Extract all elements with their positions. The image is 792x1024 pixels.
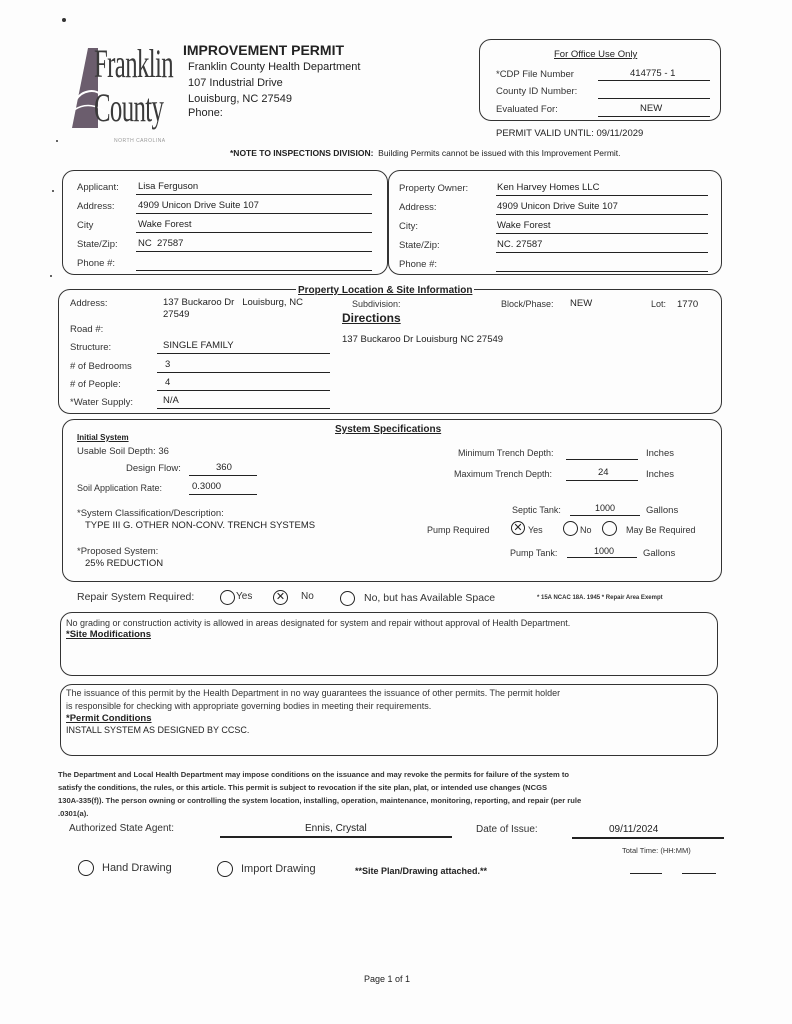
- design-flow-value[interactable]: 360: [216, 462, 232, 473]
- x-mark-icon: ✕: [513, 521, 523, 534]
- property-section-title: Property Location & Site Information: [298, 285, 473, 296]
- septic-tank-unit: Gallons: [646, 505, 679, 516]
- owner-value[interactable]: Ken Harvey Homes LLC: [497, 182, 600, 193]
- applicant-city-label: City: [77, 220, 94, 231]
- design-flow-label: Design Flow:: [126, 463, 181, 474]
- legal-line-3: 130A-335(f)). The person owning or controlling the system location, installing, operation, maintenance, monitoring, reporting, and repair (per rule: [58, 796, 582, 805]
- logo-county-text: County: [94, 85, 164, 130]
- agent-line: [220, 836, 452, 838]
- repair-yes-label: Yes: [236, 591, 253, 602]
- repair-available-space-radio[interactable]: [340, 591, 355, 606]
- pump-no-label: No: [580, 525, 592, 535]
- applicant-address-line: [136, 213, 372, 214]
- people-label: # of People:: [70, 379, 121, 390]
- applicant-state-value[interactable]: NC 27587: [138, 238, 184, 249]
- scan-speck: [62, 18, 66, 22]
- owner-city-label: City:: [399, 221, 418, 232]
- pump-yes-label: Yes: [528, 525, 543, 535]
- min-trench-line: [566, 459, 638, 460]
- subdivision-label: Subdivision:: [352, 299, 401, 309]
- logo-franklin-text: Franklin: [94, 41, 174, 86]
- note-text: Building Permits cannot be issued with this Improvement Permit.: [378, 148, 621, 158]
- legal-line-2: satisfy the conditions, the rules, or this article. This permit is subject to revocation if the site plan, plat, or intended use changes (NCGS: [58, 783, 548, 792]
- repair-yes-radio[interactable]: [220, 590, 235, 605]
- owner-line: [496, 195, 708, 196]
- road-label: Road #:: [70, 324, 104, 335]
- pump-no-radio[interactable]: [563, 521, 578, 536]
- applicant-address-value[interactable]: 4909 Unicon Drive Suite 107: [138, 200, 259, 211]
- conditions-title: *Permit Conditions: [66, 713, 152, 724]
- people-line: [157, 390, 330, 391]
- page-number: Page 1 of 1: [364, 974, 411, 984]
- proposed-system-label: *Proposed System:: [77, 546, 159, 557]
- legal-paragraph: [58, 768, 581, 820]
- owner-city-value[interactable]: Wake Forest: [497, 220, 551, 231]
- county-id-line: [598, 98, 710, 99]
- owner-state-value[interactable]: NC. 27587: [497, 239, 543, 250]
- bedrooms-value[interactable]: 3: [165, 359, 171, 370]
- office-use-title: For Office Use Only: [554, 49, 638, 60]
- department-city: Louisburg, NC 27549: [188, 93, 292, 105]
- cdp-value[interactable]: 414775 - 1: [630, 68, 676, 79]
- pump-may-be-required-label: May Be Required: [626, 525, 696, 535]
- structure-value[interactable]: SINGLE FAMILY: [163, 340, 234, 351]
- proposed-system-value[interactable]: 25% REDUCTION: [85, 558, 164, 569]
- directions-title: Directions: [342, 311, 401, 325]
- site-mods-title: *Site Modifications: [66, 629, 151, 640]
- max-trench-unit: Inches: [646, 469, 674, 480]
- applicant-state-line: [136, 251, 372, 252]
- permit-valid-until: PERMIT VALID UNTIL: 09/11/2029: [496, 128, 644, 139]
- classification-label: *System Classification/Description:: [77, 508, 224, 519]
- pump-yes-radio[interactable]: [511, 521, 525, 535]
- owner-address-label: Address:: [399, 202, 437, 213]
- applicant-value[interactable]: Lisa Ferguson: [138, 181, 199, 192]
- repair-no-label: No: [301, 591, 314, 602]
- owner-phone-line: [496, 271, 708, 272]
- x-mark-icon: ✕: [275, 591, 286, 603]
- import-drawing-label: Import Drawing: [241, 863, 316, 875]
- applicant-phone-line: [136, 270, 372, 271]
- applicant-state-label: State/Zip:: [77, 239, 118, 250]
- people-value[interactable]: 4: [165, 377, 171, 388]
- department-phone: Phone:: [188, 107, 223, 119]
- water-supply-label: *Water Supply:: [70, 397, 134, 408]
- agent-label: Authorized State Agent:: [69, 823, 175, 834]
- soil-rate-label: Soil Application Rate:: [77, 483, 163, 493]
- evaluated-label: Evaluated For:: [496, 104, 558, 115]
- conditions-value[interactable]: INSTALL SYSTEM AS DESIGNED BY CCSC.: [66, 725, 250, 735]
- block-phase-value[interactable]: NEW: [570, 298, 593, 309]
- department-name: Franklin County Health Department: [188, 61, 361, 73]
- date-of-issue-value[interactable]: 09/11/2024: [609, 824, 659, 835]
- owner-state-label: State/Zip:: [399, 240, 440, 251]
- directions-text[interactable]: 137 Buckaroo Dr Louisburg NC 27549: [342, 334, 504, 345]
- applicant-city-line: [136, 232, 372, 233]
- county-logo: [62, 40, 172, 150]
- soil-rate-value[interactable]: 0.3000: [192, 481, 222, 492]
- applicant-address-label: Address:: [77, 201, 115, 212]
- evaluated-line: [598, 116, 710, 117]
- hand-drawing-label: Hand Drawing: [102, 862, 172, 874]
- min-trench-label: Minimum Trench Depth:: [458, 448, 554, 458]
- classification-value[interactable]: TYPE III G. OTHER NON-CONV. TRENCH SYSTEMS: [85, 520, 316, 531]
- scan-speck: [56, 140, 58, 142]
- logo-state-text: NORTH CAROLINA: [114, 138, 166, 144]
- legal-line-4: .0301(a).: [58, 809, 89, 818]
- county-id-label: County ID Number:: [496, 86, 578, 97]
- site-plan-attached: **Site Plan/Drawing attached.**: [355, 866, 488, 876]
- max-trench-line: [566, 480, 638, 481]
- total-time-minutes-field[interactable]: [682, 873, 716, 874]
- soil-rate-line: [189, 494, 257, 495]
- property-address-line2[interactable]: 27549: [163, 309, 190, 320]
- pump-tank-unit: Gallons: [643, 548, 676, 559]
- scan-speck: [52, 190, 54, 192]
- water-supply-value[interactable]: N/A: [163, 395, 179, 406]
- bedrooms-label: # of Bedrooms: [70, 361, 132, 372]
- usable-soil-depth: Usable Soil Depth: 36: [77, 446, 169, 457]
- repair-area-exempt-note: * 15A NCAC 18A. 1945 * Repair Area Exempt: [537, 595, 663, 601]
- owner-city-line: [496, 233, 708, 234]
- cdp-line: [598, 80, 710, 81]
- applicant-line: [136, 194, 372, 195]
- lot-value[interactable]: 1770: [677, 299, 699, 310]
- min-trench-unit: Inches: [646, 448, 674, 459]
- applicant-phone-label: Phone #:: [77, 258, 116, 269]
- total-time-hours-field[interactable]: [630, 873, 662, 874]
- date-of-issue-label: Date of Issue:: [476, 824, 538, 835]
- repair-system-label: Repair System Required:: [77, 591, 195, 603]
- pump-may-be-required-radio[interactable]: [602, 521, 617, 536]
- property-address-line1[interactable]: 137 Buckaroo Dr Louisburg, NC: [163, 297, 303, 308]
- property-address-label: Address:: [70, 298, 108, 309]
- date-of-issue-line: [572, 837, 724, 839]
- agent-value[interactable]: Ennis, Crystal: [305, 823, 367, 834]
- owner-state-line: [496, 252, 708, 253]
- department-street: 107 Industrial Drive: [188, 77, 283, 89]
- import-drawing-radio[interactable]: [217, 861, 233, 877]
- conditions-text-1: The issuance of this permit by the Health Department in no way guarantees the issuance of other permits. The permit holder: [66, 688, 561, 698]
- scan-speck: [50, 275, 52, 277]
- conditions-text-2: is responsible for checking with appropriate governing bodies in meeting their requirements.: [66, 701, 432, 711]
- repair-available-space-label: No, but has Available Space: [364, 592, 496, 604]
- owner-address-value[interactable]: 4909 Unicon Drive Suite 107: [497, 201, 618, 212]
- cdp-label: *CDP File Number: [496, 69, 574, 80]
- owner-phone-label: Phone #:: [399, 259, 438, 270]
- max-trench-value[interactable]: 24: [598, 467, 609, 478]
- pump-tank-value[interactable]: 1000: [594, 546, 615, 556]
- septic-tank-line: [570, 515, 640, 516]
- design-flow-line: [189, 475, 257, 476]
- system-section-title: System Specifications: [335, 424, 442, 435]
- initial-system-title: Initial System: [77, 433, 129, 442]
- block-phase-label: Block/Phase:: [501, 299, 554, 309]
- owner-address-line: [496, 214, 708, 215]
- septic-tank-value[interactable]: 1000: [595, 503, 616, 513]
- septic-tank-label: Septic Tank:: [512, 505, 561, 515]
- applicant-label: Applicant:: [77, 182, 119, 193]
- applicant-city-value[interactable]: Wake Forest: [138, 219, 192, 230]
- water-supply-line: [157, 408, 330, 409]
- legal-line-1: The Department and Local Health Department may impose conditions on the issuance and may revoke the permits for failure of the system to: [58, 770, 570, 779]
- max-trench-label: Maximum Trench Depth:: [454, 469, 553, 479]
- owner-label: Property Owner:: [399, 183, 469, 194]
- inspections-note: [230, 148, 621, 158]
- structure-line: [157, 353, 330, 354]
- permit-title: IMPROVEMENT PERMIT: [183, 42, 345, 58]
- note-label: *NOTE TO INSPECTIONS DIVISION:: [230, 148, 374, 158]
- pump-required-label: Pump Required: [427, 525, 490, 535]
- hand-drawing-radio[interactable]: [78, 860, 94, 876]
- pump-tank-label: Pump Tank:: [510, 548, 558, 558]
- total-time-label: Total Time: (HH:MM): [622, 846, 691, 855]
- site-mods-text: No grading or construction activity is allowed in areas designated for system and repair without approval of Health Department.: [66, 618, 571, 628]
- lot-label: Lot:: [651, 299, 667, 309]
- repair-no-radio[interactable]: [273, 590, 288, 605]
- pump-tank-line: [567, 557, 637, 558]
- bedrooms-line: [157, 372, 330, 373]
- evaluated-value[interactable]: NEW: [640, 103, 663, 114]
- structure-label: Structure:: [70, 342, 112, 353]
